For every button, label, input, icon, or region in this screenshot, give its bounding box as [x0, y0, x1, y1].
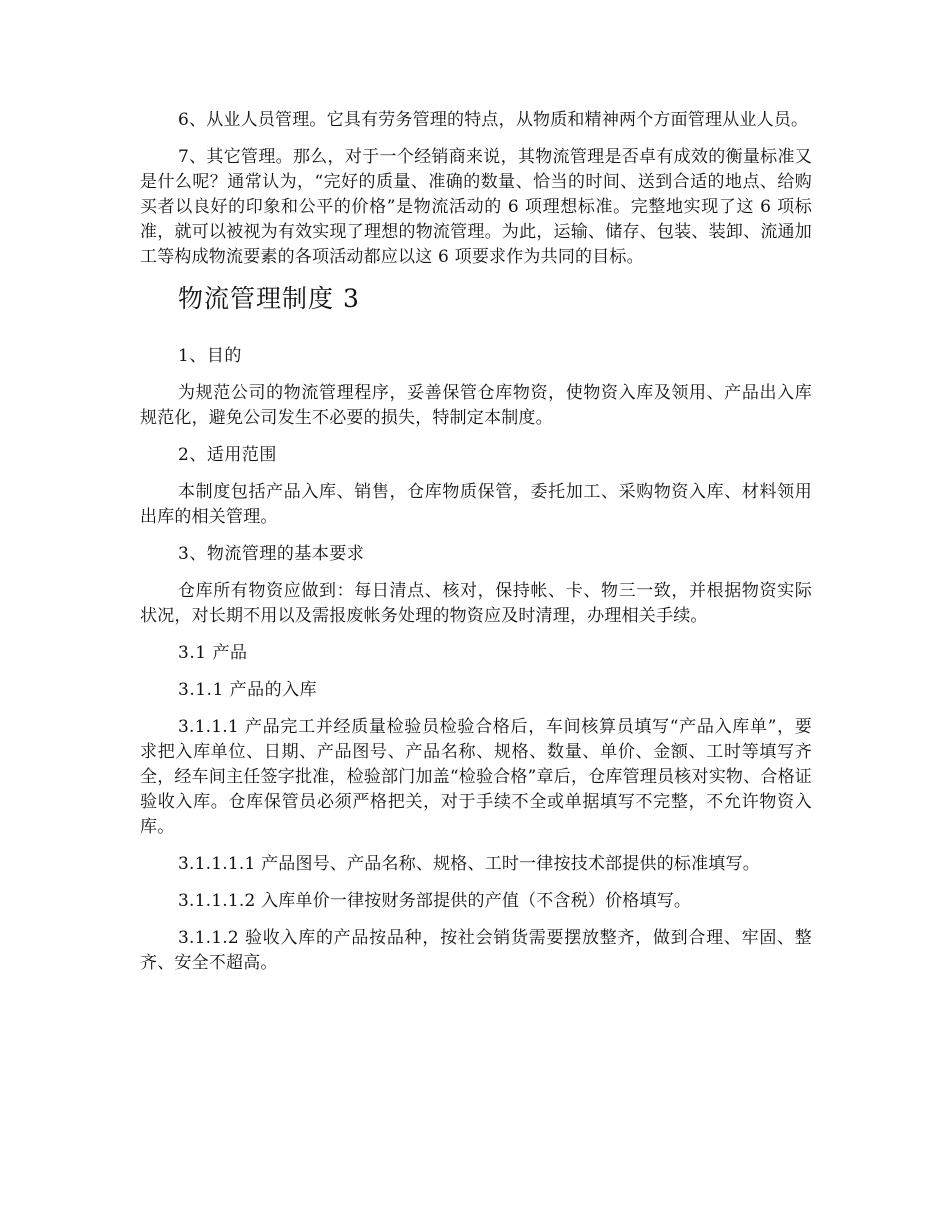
paragraph-scope: 本制度包括产品入库、销售，仓库物质保管，委托加工、采购物资入库、材料领用出库的相关管理。	[140, 482, 812, 527]
paragraph-purpose: 为规范公司的物流管理程序，妥善保管仓库物资，使物资入库及领用、产品出入库规范化，避免公司发生不必要的损失，特制定本制度。	[140, 383, 812, 428]
document-page	[140, 108, 812, 988]
paragraph-3-1-1-1-1: 3.1.1.1.1 产品图号、产品名称、规格、工时一律按技术部提供的标准填写。	[178, 854, 760, 874]
subheading-purpose: 1、目的	[178, 346, 242, 366]
paragraph-other-management: 7、其它管理。那么，对于一个经销商来说，其物流管理是否卓有成效的衡量标准又是什么呢？通常认为，“完好的质量、准确的数量、恰当的时间、送到合适的地点、给购买者以良好的印象和公平的价格”是物流活动的 6 项理想标准。完整地实现了这 6 项标准，就可以被视为有效实现了理想的物流管理。为此，运输、储存、包装、装卸、流通加工等构成物流要素的各项活动都应以这 6 项要求作为共同的目标。	[140, 147, 812, 267]
paragraph-basic-requirements: 仓库所有物资应做到：每日清点、核对，保持帐、卡、物三一致，并根据物资实际状况，对长期不用以及需报废帐务处理的物资应及时清理，办理相关手续。	[140, 581, 812, 626]
subheading-basic-requirements: 3、物流管理的基本要求	[178, 544, 365, 564]
subheading-product: 3.1 产品	[178, 643, 248, 663]
subheading-product-warehousing: 3.1.1 产品的入库	[178, 680, 318, 700]
paragraph-staff-management: 6、从业人员管理。它具有劳务管理的特点，从物质和精神两个方面管理从业人员。	[178, 110, 809, 130]
paragraph-3-1-1-1-2: 3.1.1.1.2 入库单价一律按财务部提供的产值（不含税）价格填写。	[178, 891, 692, 911]
subheading-scope: 2、适用范围	[178, 445, 277, 465]
section-heading: 物流管理制度 3	[178, 284, 360, 313]
paragraph-3-1-1-1: 3.1.1.1 产品完工并经质量检验员检验合格后，车间核算员填写“产品入库单”，要求把入库单位、日期、产品图号、产品名称、规格、数量、单价、金额、工时等填写齐全，经车间主任签字批准，检验部门加盖“检验合格”章后，仓库管理员核对实物、合格证验收入库。仓库保管员必须严格把关，对于手续不全或单据填写不完整，不允许物资入库。	[140, 717, 812, 837]
paragraph-3-1-1-2: 3.1.1.2 验收入库的产品按品种，按社会销货需要摆放整齐，做到合理、牢固、整齐、安全不超高。	[140, 928, 812, 973]
